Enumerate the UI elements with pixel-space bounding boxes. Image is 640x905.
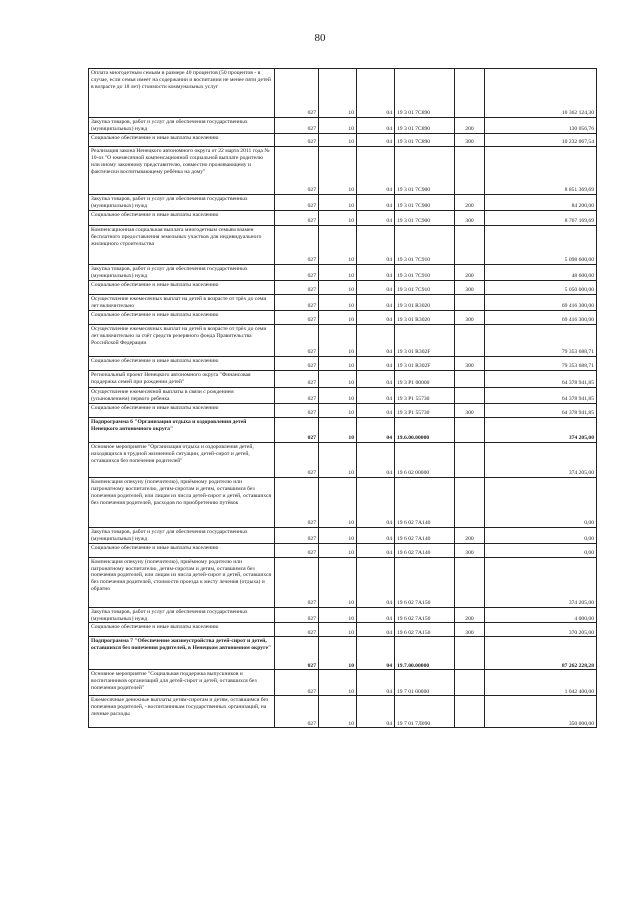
ministry-code-cell: 027 (275, 543, 319, 557)
expense-type-cell (455, 325, 485, 357)
section-code-cell: 10 (319, 295, 357, 311)
subsection-code-cell: 04 (357, 442, 395, 477)
table-row (89, 607, 597, 623)
table-body (89, 69, 597, 728)
subsection-code-cell: 04 (357, 69, 395, 118)
ministry-code-cell: 027 (275, 118, 319, 134)
target-article-cell: 19 7 01 00000 (395, 670, 455, 696)
table-row (89, 195, 597, 211)
row-name-cell: Закупка товаров, работ и услуг для обеспечения государственных (муниципальных) нужд (89, 527, 275, 543)
expense-type-cell: 300 (455, 623, 485, 637)
ministry-code-cell: 027 (275, 265, 319, 281)
ministry-code-cell: 027 (275, 295, 319, 311)
section-code-cell: 10 (319, 147, 357, 195)
target-article-cell: 19 3 01 7С910 (395, 281, 455, 295)
table-row (89, 477, 597, 527)
target-article-cell: 19 3 01 7С890 (395, 69, 455, 118)
table-row (89, 295, 597, 311)
section-code-cell: 10 (319, 211, 357, 226)
section-code-cell: 10 (319, 403, 357, 417)
expense-type-cell: 300 (455, 543, 485, 557)
section-code-cell: 10 (319, 325, 357, 357)
subsection-code-cell: 04 (357, 226, 395, 265)
table-row (89, 281, 597, 295)
row-name-cell: Закупка товаров, работ и услуг для обеспечения государственных (муниципальных) нужд (89, 607, 275, 623)
section-code-cell: 10 (319, 388, 357, 404)
ministry-code-cell: 027 (275, 371, 319, 388)
expense-type-cell: 300 (455, 357, 485, 371)
amount-cell: 64 378 941,85 (485, 371, 597, 388)
row-name-cell: Социальное обеспечение и иные выплаты населению (89, 211, 275, 226)
row-name-cell: Подпрограмма 6 "Организация отдыха и оздоровления детей Ненецкого автономного округа" (89, 417, 275, 442)
table-row (89, 417, 597, 442)
expense-type-cell (455, 442, 485, 477)
subsection-code-cell: 04 (357, 357, 395, 371)
row-name-cell: Социальное обеспечение и иные выплаты населению (89, 134, 275, 147)
subsection-code-cell: 04 (357, 147, 395, 195)
ministry-code-cell: 027 (275, 311, 319, 325)
table-row (89, 147, 597, 195)
table-row (89, 637, 597, 670)
row-name-cell: Основное мероприятие "Социальная поддержка выпускников и воспитанников организаций для детей-сирот и детей, оставшихся без попечения родителей" (89, 670, 275, 696)
subsection-code-cell: 04 (357, 527, 395, 543)
ministry-code-cell: 027 (275, 403, 319, 417)
row-name-cell: Компенсация опекуну (попечителю), приёмному родителю или патронатному воспитателю, детям-сиротам и детям, оставшимся без попечения родителей, или лицам из числа детей-сирот и детей, оставшихся без попечения родителей, стоимости проезда к месту лечения (отдыха) и обратно (89, 557, 275, 607)
row-name-cell: Региональный проект Ненецкого автономного округа "Финансовая поддержка семей при рождении детей" (89, 371, 275, 388)
ministry-code-cell: 027 (275, 696, 319, 728)
section-code-cell: 10 (319, 623, 357, 637)
ministry-code-cell: 027 (275, 388, 319, 404)
row-name-cell: Социальное обеспечение и иные выплаты населению (89, 357, 275, 371)
row-name-cell: Компенсация опекуну (попечителю), приёмному родителю или патронатному воспитателю, детям-сиротам и детям, оставшимся без попечения родителей, или лицам из числа детей-сирот и детей, оставшихся без попечения родителей, расходов по приобретению путёвок (89, 477, 275, 527)
target-article-cell: 19 3 P1 55730 (395, 388, 455, 404)
expense-type-cell: 300 (455, 311, 485, 325)
subsection-code-cell: 04 (357, 311, 395, 325)
row-name-cell: Социальное обеспечение и иные выплаты населению (89, 543, 275, 557)
subsection-code-cell: 04 (357, 265, 395, 281)
subsection-code-cell: 04 (357, 607, 395, 623)
expense-type-cell (455, 637, 485, 670)
row-name-cell: Социальное обеспечение и иные выплаты населению (89, 311, 275, 325)
row-name-cell: Социальное обеспечение и иные выплаты населению (89, 403, 275, 417)
target-article-cell: 19 3 01 R302F (395, 357, 455, 371)
target-article-cell: 19 6 02 7А140 (395, 477, 455, 527)
table-row (89, 696, 597, 728)
section-code-cell: 10 (319, 281, 357, 295)
section-code-cell: 10 (319, 417, 357, 442)
target-article-cell: 19 3 P1 00000 (395, 371, 455, 388)
row-name-cell: Закупка товаров, работ и услуг для обеспечения государственных (муниципальных) нужд (89, 118, 275, 134)
section-code-cell: 10 (319, 226, 357, 265)
expense-type-cell (455, 417, 485, 442)
section-code-cell: 10 (319, 477, 357, 527)
amount-cell: 79 353 688,71 (485, 325, 597, 357)
subsection-code-cell: 04 (357, 134, 395, 147)
expense-type-cell: 200 (455, 195, 485, 211)
subsection-code-cell: 04 (357, 371, 395, 388)
row-name-cell: Закупка товаров, работ и услуг для обеспечения государственных (муниципальных) нужд (89, 265, 275, 281)
ministry-code-cell: 027 (275, 134, 319, 147)
row-name-cell: Социальное обеспечение и иные выплаты населению (89, 281, 275, 295)
target-article-cell: 19 6 02 7А140 (395, 543, 455, 557)
expense-type-cell: 200 (455, 527, 485, 543)
expense-type-cell (455, 557, 485, 607)
section-code-cell: 10 (319, 311, 357, 325)
table-row (89, 134, 597, 147)
subsection-code-cell: 04 (357, 670, 395, 696)
amount-cell: 8 767 169,69 (485, 211, 597, 226)
table-row (89, 325, 597, 357)
target-article-cell: 19 3 01 7С900 (395, 147, 455, 195)
target-article-cell: 19 6 02 7А140 (395, 527, 455, 543)
amount-cell: 10 232 067,54 (485, 134, 597, 147)
subsection-code-cell: 04 (357, 295, 395, 311)
section-code-cell: 10 (319, 357, 357, 371)
subsection-code-cell: 04 (357, 696, 395, 728)
table-row (89, 211, 597, 226)
amount-cell: 350 000,00 (485, 696, 597, 728)
target-article-cell: 19 6 02 00000 (395, 442, 455, 477)
target-article-cell: 19 3 01 7С910 (395, 226, 455, 265)
expense-type-cell (455, 147, 485, 195)
section-code-cell: 10 (319, 371, 357, 388)
table-row (89, 670, 597, 696)
ministry-code-cell: 027 (275, 442, 319, 477)
expense-type-cell (455, 371, 485, 388)
ministry-code-cell: 027 (275, 281, 319, 295)
ministry-code-cell: 027 (275, 527, 319, 543)
subsection-code-cell: 04 (357, 325, 395, 357)
subsection-code-cell: 04 (357, 211, 395, 226)
section-code-cell: 10 (319, 696, 357, 728)
subsection-code-cell: 04 (357, 118, 395, 134)
amount-cell: 48 600,00 (485, 265, 597, 281)
ministry-code-cell: 027 (275, 357, 319, 371)
section-code-cell: 10 (319, 442, 357, 477)
amount-cell: 69 416 300,00 (485, 311, 597, 325)
page-number: 80 (314, 32, 326, 44)
section-code-cell: 10 (319, 670, 357, 696)
section-code-cell: 10 (319, 637, 357, 670)
expense-type-cell: 300 (455, 403, 485, 417)
target-article-cell: 19 6 02 7А150 (395, 623, 455, 637)
subsection-code-cell: 04 (357, 195, 395, 211)
expense-type-cell (455, 696, 485, 728)
amount-cell: 84 200,00 (485, 195, 597, 211)
amount-cell: 370 205,00 (485, 623, 597, 637)
row-name-cell: Закупка товаров, работ и услуг для обеспечения государственных (муниципальных) нужд (89, 195, 275, 211)
amount-cell: 8 851 369,69 (485, 147, 597, 195)
ministry-code-cell: 027 (275, 147, 319, 195)
target-article-cell: 19 3 01 R302F (395, 325, 455, 357)
ministry-code-cell: 027 (275, 325, 319, 357)
row-name-cell: Реализация закона Ненецкого автономного округа от 22 марта 2011 года № 10-оз "О ежемесячной компенсационной социальной выплате родителю или иному законному представителю, совместно проживающему и фактически воспитывающему ребёнка на дому" (89, 147, 275, 195)
section-code-cell: 10 (319, 607, 357, 623)
section-code-cell: 10 (319, 543, 357, 557)
target-article-cell: 19 3 01 7С890 (395, 134, 455, 147)
amount-cell: 10 362 124,30 (485, 69, 597, 118)
row-name-cell: Компенсационная социальная выплата многодетным семьям взамен бесплатного предоставления земельных участков для индивидуального жилищного строительства (89, 226, 275, 265)
amount-cell: 130 056,76 (485, 118, 597, 134)
amount-cell: 5 098 600,00 (485, 226, 597, 265)
ministry-code-cell: 027 (275, 226, 319, 265)
amount-cell: 0,00 (485, 477, 597, 527)
subsection-code-cell: 04 (357, 417, 395, 442)
target-article-cell: 19.7.00.00000 (395, 637, 455, 670)
expense-type-cell: 200 (455, 607, 485, 623)
amount-cell: 0,00 (485, 543, 597, 557)
section-code-cell: 10 (319, 265, 357, 281)
expense-type-cell (455, 670, 485, 696)
target-article-cell: 19 3 01 R3020 (395, 295, 455, 311)
table-row (89, 311, 597, 325)
subsection-code-cell: 04 (357, 281, 395, 295)
expense-type-cell: 300 (455, 281, 485, 295)
ministry-code-cell: 027 (275, 69, 319, 118)
row-name-cell: Оплата многодетным семьям в размере 40 процентов (50 процентов - в случае, если семья имеет на содержании и воспитании не менее пяти детей в возрасте до 18 лет) стоимости коммунальных услуг (89, 69, 275, 118)
target-article-cell: 19 6 02 7А150 (395, 557, 455, 607)
ministry-code-cell: 027 (275, 637, 319, 670)
section-code-cell: 10 (319, 195, 357, 211)
target-article-cell: 19 3 01 7С910 (395, 265, 455, 281)
table-row (89, 226, 597, 265)
ministry-code-cell: 027 (275, 477, 319, 527)
subsection-code-cell: 04 (357, 477, 395, 527)
ministry-code-cell: 027 (275, 417, 319, 442)
section-code-cell: 10 (319, 527, 357, 543)
target-article-cell: 19.6.00.00000 (395, 417, 455, 442)
ministry-code-cell: 027 (275, 195, 319, 211)
row-name-cell: Подпрограмма 7 "Обеспечение жизнеустройства детей-сирот и детей, оставшихся без попечения родителей, в Ненецком автономном округе" (89, 637, 275, 670)
section-code-cell: 10 (319, 118, 357, 134)
expense-type-cell (455, 477, 485, 527)
amount-cell: 374 205,00 (485, 442, 597, 477)
amount-cell: 5 050 000,00 (485, 281, 597, 295)
amount-cell: 374 205,00 (485, 557, 597, 607)
budget-table (88, 68, 597, 728)
ministry-code-cell: 027 (275, 670, 319, 696)
expense-type-cell (455, 295, 485, 311)
section-code-cell: 10 (319, 557, 357, 607)
amount-cell: 69 416 300,00 (485, 295, 597, 311)
amount-cell: 87 262 228,28 (485, 637, 597, 670)
expense-type-cell: 200 (455, 265, 485, 281)
row-name-cell: Социальное обеспечение и иные выплаты населению (89, 623, 275, 637)
expense-type-cell (455, 69, 485, 118)
table-row (89, 623, 597, 637)
expense-type-cell (455, 388, 485, 404)
table-row (89, 388, 597, 404)
section-code-cell: 10 (319, 69, 357, 118)
target-article-cell: 19 7 01 7Л090 (395, 696, 455, 728)
section-code-cell: 10 (319, 134, 357, 147)
target-article-cell: 19 6 02 7А150 (395, 607, 455, 623)
amount-cell: 79 353 688,71 (485, 357, 597, 371)
row-name-cell: Осуществление ежемесячных выплат на детей в возрасте от трёх до семи лет включительно (89, 295, 275, 311)
expense-type-cell: 200 (455, 118, 485, 134)
amount-cell: 64 378 941,85 (485, 388, 597, 404)
amount-cell: 374 205,00 (485, 417, 597, 442)
amount-cell: 1 042 400,00 (485, 670, 597, 696)
amount-cell: 64 378 941,85 (485, 403, 597, 417)
ministry-code-cell: 027 (275, 557, 319, 607)
ministry-code-cell: 027 (275, 211, 319, 226)
table-row (89, 357, 597, 371)
table-row (89, 403, 597, 417)
subsection-code-cell: 04 (357, 403, 395, 417)
target-article-cell: 19 3 01 7С890 (395, 118, 455, 134)
table-row (89, 527, 597, 543)
target-article-cell: 19 3 01 7С900 (395, 195, 455, 211)
expense-type-cell: 300 (455, 211, 485, 226)
table-row (89, 69, 597, 118)
table-row (89, 557, 597, 607)
amount-cell: 4 000,00 (485, 607, 597, 623)
target-article-cell: 19 3 P1 55730 (395, 403, 455, 417)
subsection-code-cell: 04 (357, 543, 395, 557)
expense-type-cell: 300 (455, 134, 485, 147)
subsection-code-cell: 04 (357, 637, 395, 670)
target-article-cell: 19 3 01 R3020 (395, 311, 455, 325)
table-row (89, 118, 597, 134)
subsection-code-cell: 04 (357, 623, 395, 637)
ministry-code-cell: 027 (275, 623, 319, 637)
expense-type-cell (455, 226, 485, 265)
subsection-code-cell: 04 (357, 557, 395, 607)
row-name-cell: Осуществление ежемесячной выплаты в связи с рождением (усыновлением) первого ребенка (89, 388, 275, 404)
row-name-cell: Осуществление ежемесячных выплат на детей в возрасте от трёх до семи лет включительно за счёт средств резервного фонда Правительства Российской Федерации (89, 325, 275, 357)
row-name-cell: Ежемесячные денежные выплаты детям-сиротам и детям, оставшимся без попечения родителей, - воспитанникам государственных организаций, на личные расходы (89, 696, 275, 728)
table-row (89, 265, 597, 281)
ministry-code-cell: 027 (275, 607, 319, 623)
amount-cell: 0,00 (485, 527, 597, 543)
table-row (89, 543, 597, 557)
table-row (89, 442, 597, 477)
target-article-cell: 19 3 01 7С900 (395, 211, 455, 226)
table-row (89, 371, 597, 388)
row-name-cell: Основное мероприятие "Организация отдыха и оздоровления детей, находящихся в трудной жизненной ситуации, детей-сирот и детей, оставшихся без попечения родителей" (89, 442, 275, 477)
subsection-code-cell: 04 (357, 388, 395, 404)
